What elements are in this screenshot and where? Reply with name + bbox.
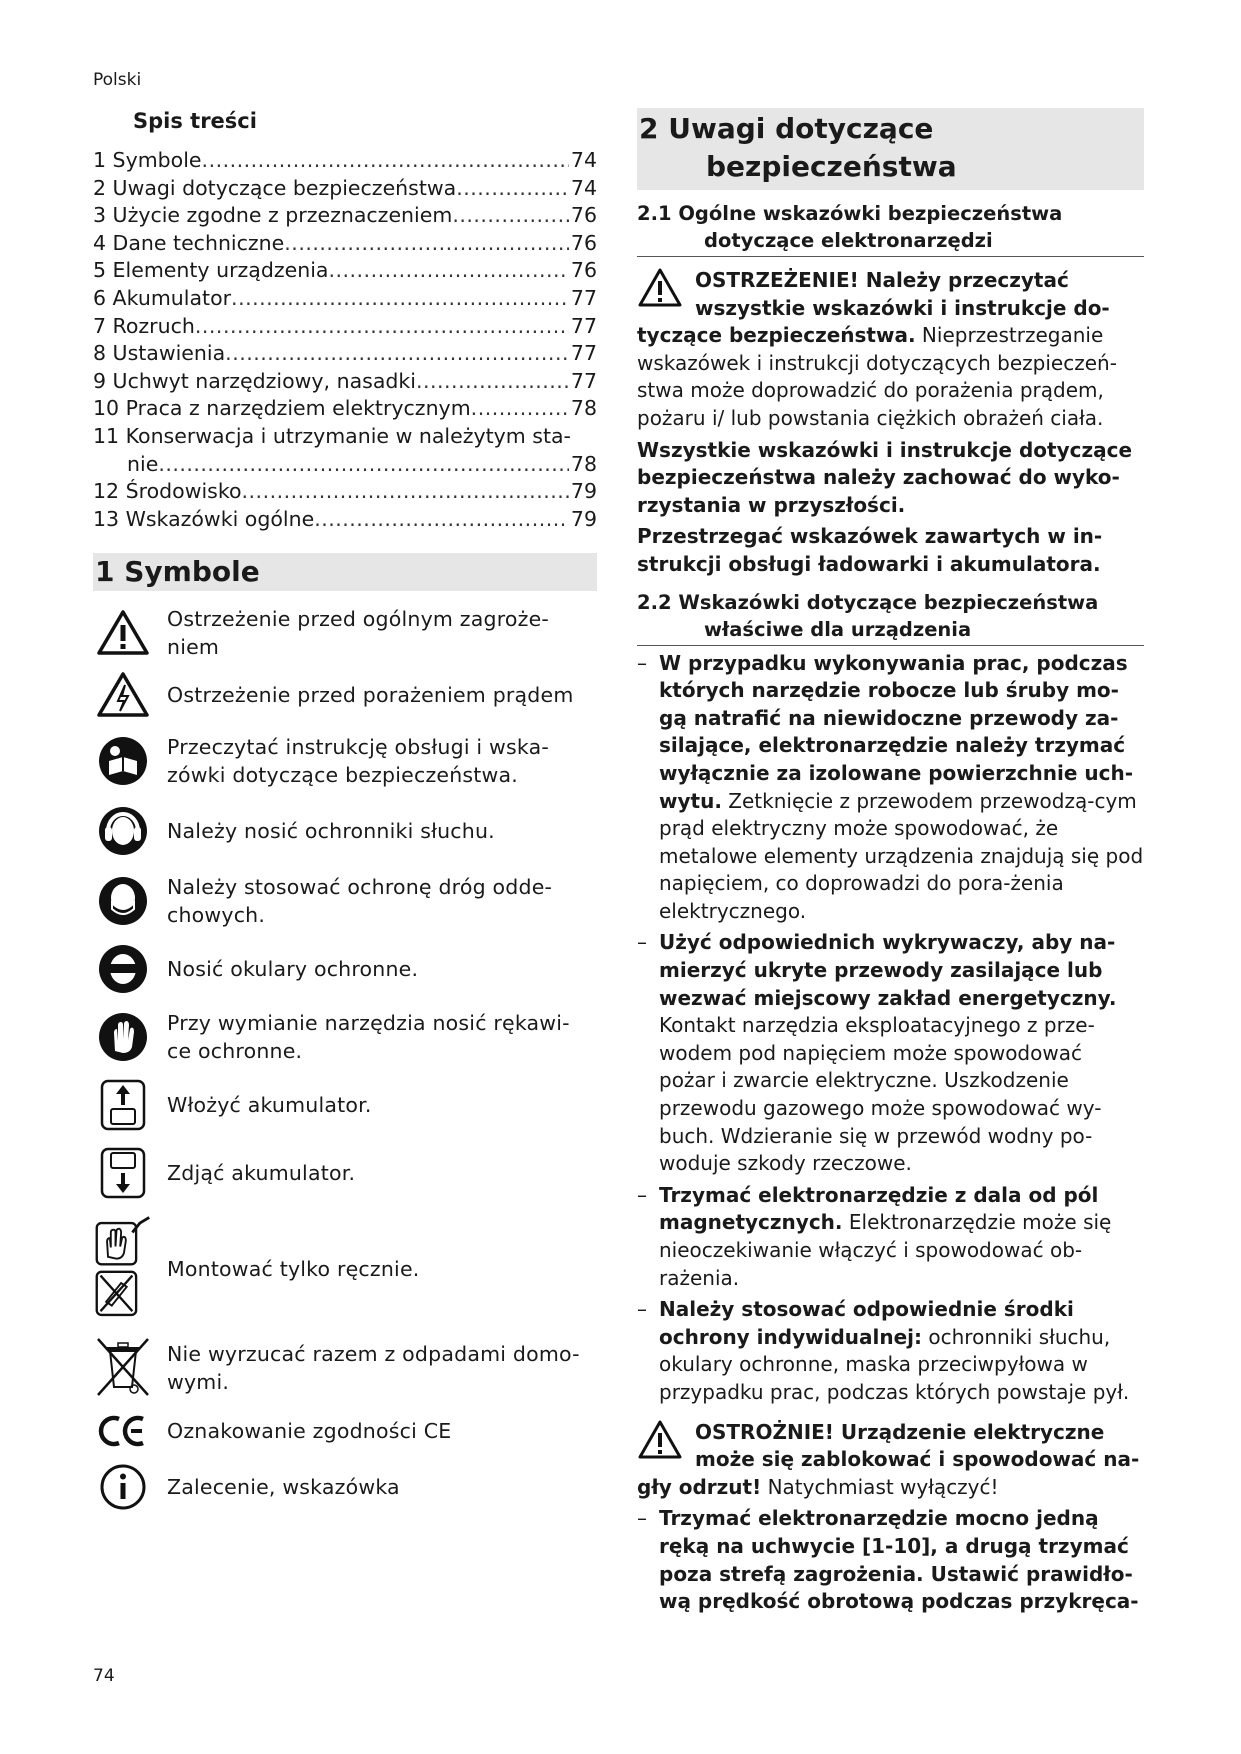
toc-entry-page: 76 <box>570 258 597 283</box>
list-item-bold: W przypadku wykonywania prac, podczas których narzędzie robocze lub śruby mo-gą natrafić na niewidoczne przewody za-silające, elektronarzędzie należy trzymać wyłącznie za izolowane powierzchnie uch-wytu. <box>659 650 1134 813</box>
toc-entry <box>93 175 597 203</box>
toc-entry <box>93 230 597 258</box>
warning-triangle-icon <box>637 1419 695 1474</box>
toc-leader <box>471 395 569 423</box>
list-dash: – <box>637 1182 647 1207</box>
toc-leader <box>314 506 569 534</box>
table-of-contents <box>93 147 597 533</box>
toc-entry-page: 78 <box>570 451 597 476</box>
respiratory-protection-icon <box>93 875 153 927</box>
list-dash: – <box>637 930 647 955</box>
toc-entry-label: 13 Wskazówki ogólne <box>93 506 315 531</box>
symbol-description: Nie wyrzucać razem z odpadami domo- wymi. <box>167 1342 580 1395</box>
toc-leader <box>452 202 569 230</box>
list-item-text: Kontakt narzędzia eksploatacyjnego z prze-wodem pod napięciem może spowodować pożar i zwarcie elektryczne. Uszkodzenie przewodu gazowego może spowodować wy-buch. Wdzieranie się w przewód wodny po-woduje szkody rzeczowe. <box>659 1013 1102 1176</box>
symbol-description: Należy nosić ochronniki słuchu. <box>167 819 495 844</box>
toc-entry-label: 2 Uwagi dotyczące bezpieczeństwa <box>93 175 457 200</box>
warning-body: Nieprzestrzeganie wskazówek i instrukcji dotyczących bezpieczeń-stwa może doprowadzić do porażenia prądem, pożaru i/ lub powstania ciężkich obrażeń ciała. <box>637 323 1117 430</box>
warning-title-line1: OSTRZEŻENIE! Należy przeczytać <box>695 268 1069 292</box>
general-warning-icon <box>93 609 153 657</box>
symbol-description: Należy stosować ochronę dróg odde- chowych. <box>167 875 553 928</box>
warning-triangle-icon <box>637 267 695 322</box>
symbol-description: Zdjąć akumulator. <box>167 1161 356 1186</box>
toc-entry-page: 79 <box>570 506 597 531</box>
list-item <box>637 1182 1144 1292</box>
symbol-description: Montować tylko ręcznie. <box>167 1257 420 1282</box>
toc-entry <box>93 285 597 313</box>
symbol-row <box>93 605 597 661</box>
toc-entry-label: 6 Akumulator <box>93 285 232 310</box>
toc-entry-page: 79 <box>570 479 597 504</box>
toc-entry-label: 4 Dane techniczne <box>93 230 285 255</box>
list-item-body <box>659 1182 1144 1292</box>
list-item-bold: Należy stosować odpowiednie środki ochrony indywidualnej: <box>659 1297 1074 1349</box>
list-item-bold: Użyć odpowiednich wykrywaczy, aby na-mierzyć ukryte przewody zasilające lub wezwać miejscowy zakład energetyczny. <box>659 930 1117 1010</box>
section-heading-line1: 2 Uwagi dotyczące <box>639 112 934 145</box>
toc-entry-label: nie <box>127 451 159 476</box>
remove-battery-icon <box>93 1147 153 1199</box>
electric-shock-warning-icon <box>93 671 153 719</box>
toc-leader <box>328 257 568 285</box>
symbol-description: Ostrzeżenie przed ogólnym zagroże- niem <box>167 607 550 660</box>
toc-leader <box>195 313 569 341</box>
toc-entry-label: 8 Ustawienia <box>93 341 226 366</box>
toc-entry <box>93 313 597 341</box>
safety-glasses-icon <box>93 943 153 995</box>
toc-entry <box>93 368 597 396</box>
symbol-row <box>93 803 597 859</box>
toc-leader <box>284 230 569 258</box>
toc-entry-page: 76 <box>570 203 597 228</box>
warning-title-line3: tyczące bezpieczeństwa. <box>637 323 916 348</box>
list-item <box>637 929 1144 1177</box>
list-item-text: Elektronarzędzie może się nieoczekiwanie włączyć i spowodować ob-rażenia. <box>659 1210 1112 1290</box>
toc-entry-page: 74 <box>570 175 597 200</box>
read-manual-icon <box>93 735 153 787</box>
toc-leader <box>416 368 569 396</box>
section-heading-line2: bezpieczeństwa <box>706 150 957 183</box>
list-dash: – <box>637 1297 647 1322</box>
toc-entry <box>93 147 597 175</box>
caution-body: Natychmiast wyłączyć! <box>761 1474 999 1499</box>
list-dash: – <box>637 1506 647 1531</box>
symbol-row <box>93 941 597 997</box>
toc-leader <box>242 478 569 506</box>
caution-title-line2: może się zablokować i spowodować na- <box>695 1447 1140 1472</box>
left-column <box>93 105 597 1511</box>
toc-entry-label: 3 Użycie zgodne z przeznaczeniem <box>93 203 453 228</box>
symbol-row <box>93 671 597 719</box>
symbol-row <box>93 1411 597 1451</box>
subsection-heading-line2: właściwe dla urządzenia <box>704 617 972 641</box>
toc-entry <box>93 340 597 368</box>
toc-entry-label: 7 Rozruch <box>93 313 195 338</box>
caution-title-line3: gły odrzut! <box>637 1474 762 1499</box>
symbol-row <box>93 1213 597 1325</box>
toc-entry <box>93 478 597 506</box>
toc-leader <box>456 175 569 203</box>
toc-entry-page: 77 <box>570 341 597 366</box>
device-safety-list <box>637 650 1144 1407</box>
protective-gloves-icon <box>93 1011 153 1063</box>
toc-entry-page: 77 <box>570 285 597 310</box>
section-heading-symbols: 1 Symbole <box>93 553 597 591</box>
list-item <box>637 1505 1144 1615</box>
toc-entry-page: 77 <box>570 368 597 393</box>
charger-note: Przestrzegać wskazówek zawartych w in-strukcji obsługi ładowarki i akumulatora. <box>637 524 1103 576</box>
keep-instructions-note: Wszystkie wskazówki i instrukcje dotyczące bezpieczeństwa należy zachować do wyko-rzystania w przyszłości. <box>637 437 1133 517</box>
toc-entry <box>93 257 597 285</box>
list-item-bold: Trzymać elektronarzędzie mocno jedną ręką na uchwycie [1-10], a drugą trzymać poza strefą zagrożenia. Ustawić prawidło-wą prędkość obrotową podczas przykręca- <box>659 1506 1139 1614</box>
toc-entry-page: 78 <box>570 396 597 421</box>
list-item-text: Zetknięcie z przewodem przewodzą-cym prąd elektryczny może spowodować, że metalowe elementy urządzenia znajdują się pod napięciem, co doprowadzi do pora-żenia elektrycznego. <box>659 788 1144 923</box>
toc-leader <box>158 451 569 479</box>
toc-leader <box>231 285 569 313</box>
symbol-description: Włożyć akumulator. <box>167 1093 372 1118</box>
symbol-row <box>93 1009 597 1065</box>
toc-entry-page: 74 <box>570 148 597 172</box>
toc-entry-page: 76 <box>570 230 597 255</box>
subsection-heading-line1: 2.1 Ogólne wskazówki bezpieczeństwa <box>637 202 1063 225</box>
symbol-row <box>93 873 597 929</box>
subsection-heading-line1: 2.2 Wskazówki dotyczące bezpieczeństwa <box>637 590 1099 614</box>
toc-leader <box>225 340 569 368</box>
crossed-bin-icon <box>93 1337 153 1399</box>
subsection-heading-general <box>637 200 1144 257</box>
list-item-body <box>659 650 1144 926</box>
warning-title-line2: wszystkie wskazówki i instrukcje do- <box>695 295 1110 320</box>
toc-entry-page: 77 <box>570 313 597 338</box>
symbol-description: Nosić okulary ochronne. <box>167 957 419 982</box>
list-item <box>637 1296 1144 1406</box>
toc-entry-label: 12 Środowisko <box>93 479 242 504</box>
ce-mark-icon <box>93 1415 153 1447</box>
section-heading-safety <box>637 108 1144 190</box>
symbol-description: Oznakowanie zgodności CE <box>167 1419 452 1444</box>
toc-entry <box>93 395 597 423</box>
right-column <box>637 108 1144 1616</box>
toc-entry-label: 10 Praca z narzędziem elektrycznym <box>93 396 471 421</box>
list-item-body <box>659 929 1144 1177</box>
page-number: 74 <box>93 1666 115 1686</box>
ear-protection-icon <box>93 805 153 857</box>
toc-entry <box>93 202 597 230</box>
symbol-description: Przy wymianie narzędzia nosić rękawi- ce ochronne. <box>167 1011 570 1064</box>
insert-battery-icon <box>93 1079 153 1131</box>
caution-block <box>637 1419 1144 1502</box>
page-language: Polski <box>93 70 142 90</box>
toc-entry-label: 9 Uchwyt narzędziowy, nasadki <box>93 368 416 393</box>
list-dash: – <box>637 650 647 675</box>
symbol-description: Przeczytać instrukcję obsługi i wska- zówki dotyczące bezpieczeństwa. <box>167 735 549 788</box>
symbol-row <box>93 1463 597 1511</box>
toc-entry-label: 11 Konserwacja i utrzymanie w należytym sta- <box>93 423 571 448</box>
caution-title-line1: OSTROŻNIE! Urządzenie elektryczne <box>695 1419 1105 1444</box>
toc-entry <box>93 506 597 534</box>
symbol-row <box>93 1145 597 1201</box>
warning-block <box>637 267 1144 433</box>
hand-mount-only-icon <box>93 1214 153 1324</box>
list-item <box>637 650 1144 926</box>
symbols-list <box>93 605 597 1511</box>
symbol-description: Ostrzeżenie przed porażeniem prądem <box>167 683 574 708</box>
toc-entry-label: 5 Elementy urządzenia <box>93 258 329 283</box>
list-item-bold: Trzymać elektronarzędzie z dala od pól magnetycznych. <box>659 1182 1099 1235</box>
list-item-body <box>659 1296 1144 1406</box>
list-item-text: ochronniki słuchu, okulary ochronne, maska przeciwpyłowa w przypadku prac, podczas których powstaje pył. <box>659 1324 1130 1404</box>
info-icon <box>93 1463 153 1511</box>
symbol-row <box>93 1077 597 1133</box>
toc-entry <box>93 423 597 451</box>
subsection-heading-device <box>637 589 1144 646</box>
toc-entry-label: 1 Symbole <box>93 148 202 172</box>
toc-entry <box>93 451 597 479</box>
toc-leader <box>202 147 569 175</box>
subsection-heading-line2: dotyczące elektronarzędzi <box>704 229 993 252</box>
symbol-row <box>93 1337 597 1399</box>
symbol-description: Zalecenie, wskazówka <box>167 1475 400 1500</box>
symbol-row <box>93 733 597 789</box>
toc-title: Spis treści <box>133 109 257 133</box>
